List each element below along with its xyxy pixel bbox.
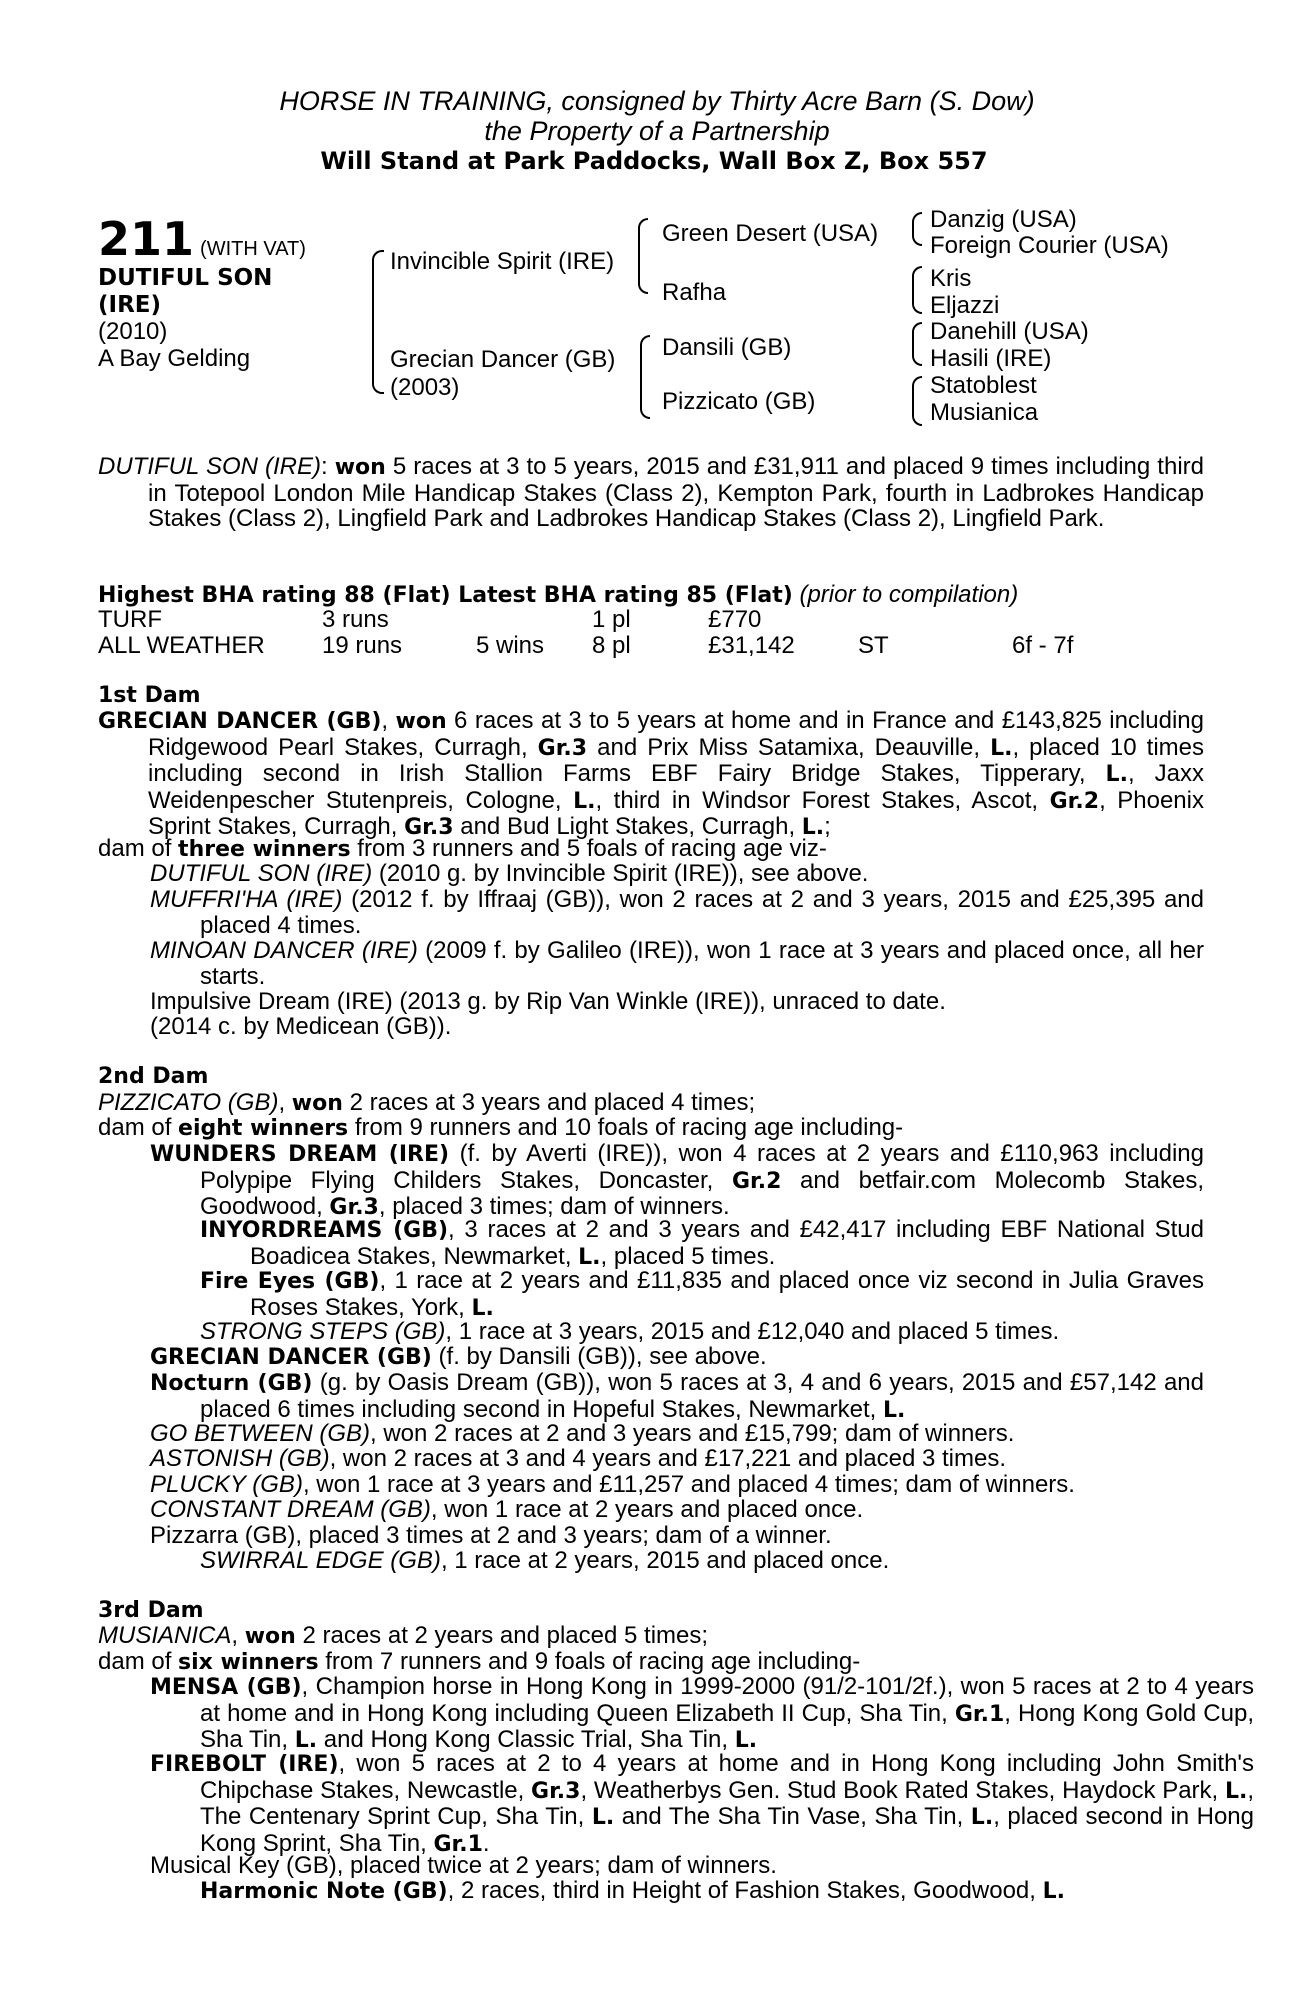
second-dam-name-line: PIZZICATO (GB), won 2 races at 3 years and placed 4 times; bbox=[98, 1089, 756, 1116]
pedigree-sire-sire: Green Desert (USA) bbox=[662, 220, 879, 247]
record-turf-money: £770 bbox=[708, 606, 762, 633]
constant-dream: CONSTANT DREAM (GB), won 1 race at 2 years and placed once. bbox=[150, 1496, 864, 1523]
horse-year: (2010) bbox=[98, 318, 168, 345]
foal-muffriha: MUFFRI'HA (IRE) (2012 f. by Iffraaj (GB)), won 2 races at 2 and 3 years, 2015 and £25,395 and placed 4 times. bbox=[150, 886, 1204, 939]
second-dam-produce: dam of eight winners from 9 runners and 10 foals of racing age including- bbox=[98, 1114, 904, 1141]
lot-number-block bbox=[98, 212, 306, 266]
plucky: PLUCKY (GB), won 1 race at 3 years and £11,257 and placed 4 times; dam of winners. bbox=[150, 1471, 1075, 1498]
pedigree-dam-dam: Pizzicato (GB) bbox=[662, 388, 816, 415]
record-aw-distance: 6f - 7f bbox=[1012, 632, 1074, 659]
foal-2014-colt: (2014 c. by Medicean (GB)). bbox=[150, 1013, 452, 1040]
pedigree-sire: Invincible Spirit (IRE) bbox=[390, 248, 615, 275]
lot-number: 211 bbox=[98, 212, 195, 266]
firebolt: FIREBOLT (IRE), won 5 races at 2 to 4 years at home and in Hong Kong including John Smith's Chipchase Stakes, Newcastle, Gr.3, Weatherbys Gen. Stud Book Rated Stakes, Haydock Park, L., The Centenary Sprint Cup, Sha Tin, L. and The Sha Tin Vase, Sha Tin, L., placed second in Hong Kong Sprint, Sha Tin, Gr.1. bbox=[150, 1750, 1255, 1857]
bha-rating: Highest BHA rating 88 (Flat) Latest BHA rating 85 (Flat) (prior to compilation) bbox=[98, 581, 1019, 608]
pedigree-dsd: Hasili (IRE) bbox=[930, 345, 1052, 372]
pedigree-dam: Grecian Dancer (GB) bbox=[390, 346, 616, 373]
record-aw-wins: 5 wins bbox=[476, 632, 545, 659]
third-dam-heading: 3rd Dam bbox=[98, 1598, 204, 1623]
record-aw-money: £31,142 bbox=[708, 632, 795, 659]
stabling-line: Will Stand at Park Paddocks, Wall Box Z, Box 557 bbox=[320, 147, 988, 175]
third-dam-name-line: MUSIANICA, won 2 races at 2 years and placed 5 times; bbox=[98, 1622, 709, 1649]
pedigree-sdd: Eljazzi bbox=[930, 292, 1000, 319]
horse-description: A Bay Gelding bbox=[98, 345, 251, 372]
inyordreams: INYORDREAMS (GB), 3 races at 2 and 3 years and £42,417 including EBF National Stud Boadicea Stakes, Newmarket, L., placed 5 times. bbox=[200, 1216, 1204, 1270]
consignor-line: HORSE IN TRAINING, consigned by Thirty Acre Barn (S. Dow) bbox=[279, 86, 1035, 116]
pedigree-bracket-4 bbox=[912, 376, 922, 426]
pedigree-sss: Danzig (USA) bbox=[930, 206, 1077, 233]
pizzarra: Pizzarra (GB), placed 3 times at 2 and 3 years; dam of a winner. bbox=[150, 1522, 832, 1549]
record-turf-runs: 3 runs bbox=[322, 606, 389, 633]
record-aw-type: ALL WEATHER bbox=[98, 632, 265, 659]
pedigree-sire-dam: Rafha bbox=[662, 279, 727, 306]
pedigree-bracket-main bbox=[372, 250, 384, 394]
pedigree-dss: Danehill (USA) bbox=[930, 318, 1089, 345]
record-aw-surface: ST bbox=[858, 632, 889, 659]
pedigree-bracket-sire bbox=[638, 218, 648, 294]
race-summary: DUTIFUL SON (IRE): won 5 races at 3 to 5 years, 2015 and £31,911 and placed 9 times including third in Totepool London Mile Handicap Stakes (Class 2), Kempton Park, fourth in Ladbrokes Handicap Stakes (Class 2), Lingfield Park and Ladbrokes Handicap Stakes (Class 2), Lingfield Park. bbox=[98, 453, 1204, 532]
pedigree-bracket-2 bbox=[912, 266, 922, 314]
go-between: GO BETWEEN (GB), won 2 races at 2 and 3 years and £15,799; dam of winners. bbox=[150, 1420, 1015, 1447]
foal-minoan-dancer: MINOAN DANCER (IRE) (2009 f. by Galileo (IRE)), won 1 race at 3 years and placed once, all her starts. bbox=[150, 937, 1205, 990]
pedigree-dam-year: (2003) bbox=[390, 374, 460, 401]
grecian-dancer-ref: GRECIAN DANCER (GB) (f. by Dansili (GB)), see above. bbox=[150, 1343, 767, 1370]
second-dam-heading: 2nd Dam bbox=[98, 1064, 209, 1089]
foal-dutiful-son: DUTIFUL SON (IRE) (2010 g. by Invincible Spirit (IRE)), see above. bbox=[150, 860, 869, 887]
harmonic-note: Harmonic Note (GB), 2 races, third in Height of Fashion Stakes, Goodwood, L. bbox=[200, 1877, 1065, 1904]
mensa: MENSA (GB), Champion horse in Hong Kong in 1999-2000 (91/2-101/2f.), won 5 races at 2 to 4 years at home and in Hong Kong including Queen Elizabeth II Cup, Sha Tin, Gr.1, Hong Kong Gold Cup, Sha Tin, L. and Hong Kong Classic Trial, Sha Tin, L. bbox=[150, 1673, 1255, 1753]
first-dam-produce: dam of three winners from 3 runners and 5 foals of racing age viz- bbox=[98, 835, 827, 862]
wunders-dream: WUNDERS DREAM (IRE) (f. by Averti (IRE)), won 4 races at 2 years and £110,963 including Polypipe Flying Childers Stakes, Doncaster, Gr.2 and betfair.com Molecomb Stakes, Goodwood, Gr.3, placed 3 times; dam of winners. bbox=[150, 1140, 1204, 1220]
first-dam-heading: 1st Dam bbox=[98, 683, 201, 708]
pedigree-dam-sire: Dansili (GB) bbox=[662, 334, 792, 361]
third-dam-produce: dam of six winners from 7 runners and 9 foals of racing age including- bbox=[98, 1648, 861, 1675]
horse-country: (IRE) bbox=[98, 292, 162, 318]
astonish: ASTONISH (GB), won 2 races at 3 and 4 years and £17,221 and placed 3 times. bbox=[150, 1445, 1007, 1472]
pedigree-dds: Statoblest bbox=[930, 372, 1037, 399]
pedigree-bracket-1 bbox=[912, 212, 922, 246]
first-dam-text: GRECIAN DANCER (GB), won 6 races at 3 to 5 years at home and in France and £143,825 including Ridgewood Pearl Stakes, Curragh, Gr.3 and Prix Miss Satamixa, Deauville, L., placed 10 times including second in Irish Stallion Farms EBF Fairy Bridge Stakes, Tipperary, L., Jaxx Weidenpescher Stutenpreis, Cologne, L., third in Windsor Forest Stakes, Ascot, Gr.2, Phoenix Sprint Stakes, Curragh, Gr.3 and Bud Light Stakes, Curragh, L.; bbox=[98, 707, 1204, 840]
pedigree-sds: Kris bbox=[930, 265, 972, 292]
pedigree-ssd: Foreign Courier (USA) bbox=[930, 232, 1169, 259]
record-aw-runs: 19 runs bbox=[322, 632, 403, 659]
musical-key: Musical Key (GB), placed twice at 2 years; dam of winners. bbox=[150, 1852, 777, 1879]
pedigree-bracket-dam bbox=[640, 335, 650, 419]
fire-eyes: Fire Eyes (GB), 1 race at 2 years and £11,835 and placed once viz second in Julia Graves Roses Stakes, York, L. bbox=[200, 1267, 1205, 1321]
vat-label: (WITH VAT) bbox=[200, 238, 306, 260]
pedigree-bracket-3 bbox=[912, 322, 922, 366]
nocturn: Nocturn (GB) (g. by Oasis Dream (GB)), won 5 races at 3, 4 and 6 years, 2015 and £57,142 and placed 6 times including second in Hopeful Stakes, Newmarket, L. bbox=[150, 1369, 1204, 1423]
record-turf-type: TURF bbox=[98, 606, 162, 633]
foal-impulsive-dream: Impulsive Dream (IRE) (2013 g. by Rip Van Winkle (IRE)), unraced to date. bbox=[150, 988, 946, 1015]
record-aw-pl: 8 pl bbox=[592, 632, 631, 659]
swirral-edge: SWIRRAL EDGE (GB), 1 race at 2 years, 2015 and placed once. bbox=[200, 1547, 890, 1574]
property-line: the Property of a Partnership bbox=[484, 116, 830, 146]
record-turf-pl: 1 pl bbox=[592, 606, 631, 633]
horse-name: DUTIFUL SON bbox=[98, 265, 273, 291]
strong-steps: STRONG STEPS (GB), 1 race at 3 years, 2015 and £12,040 and placed 5 times. bbox=[200, 1318, 1060, 1345]
pedigree-ddd: Musianica bbox=[930, 399, 1039, 426]
